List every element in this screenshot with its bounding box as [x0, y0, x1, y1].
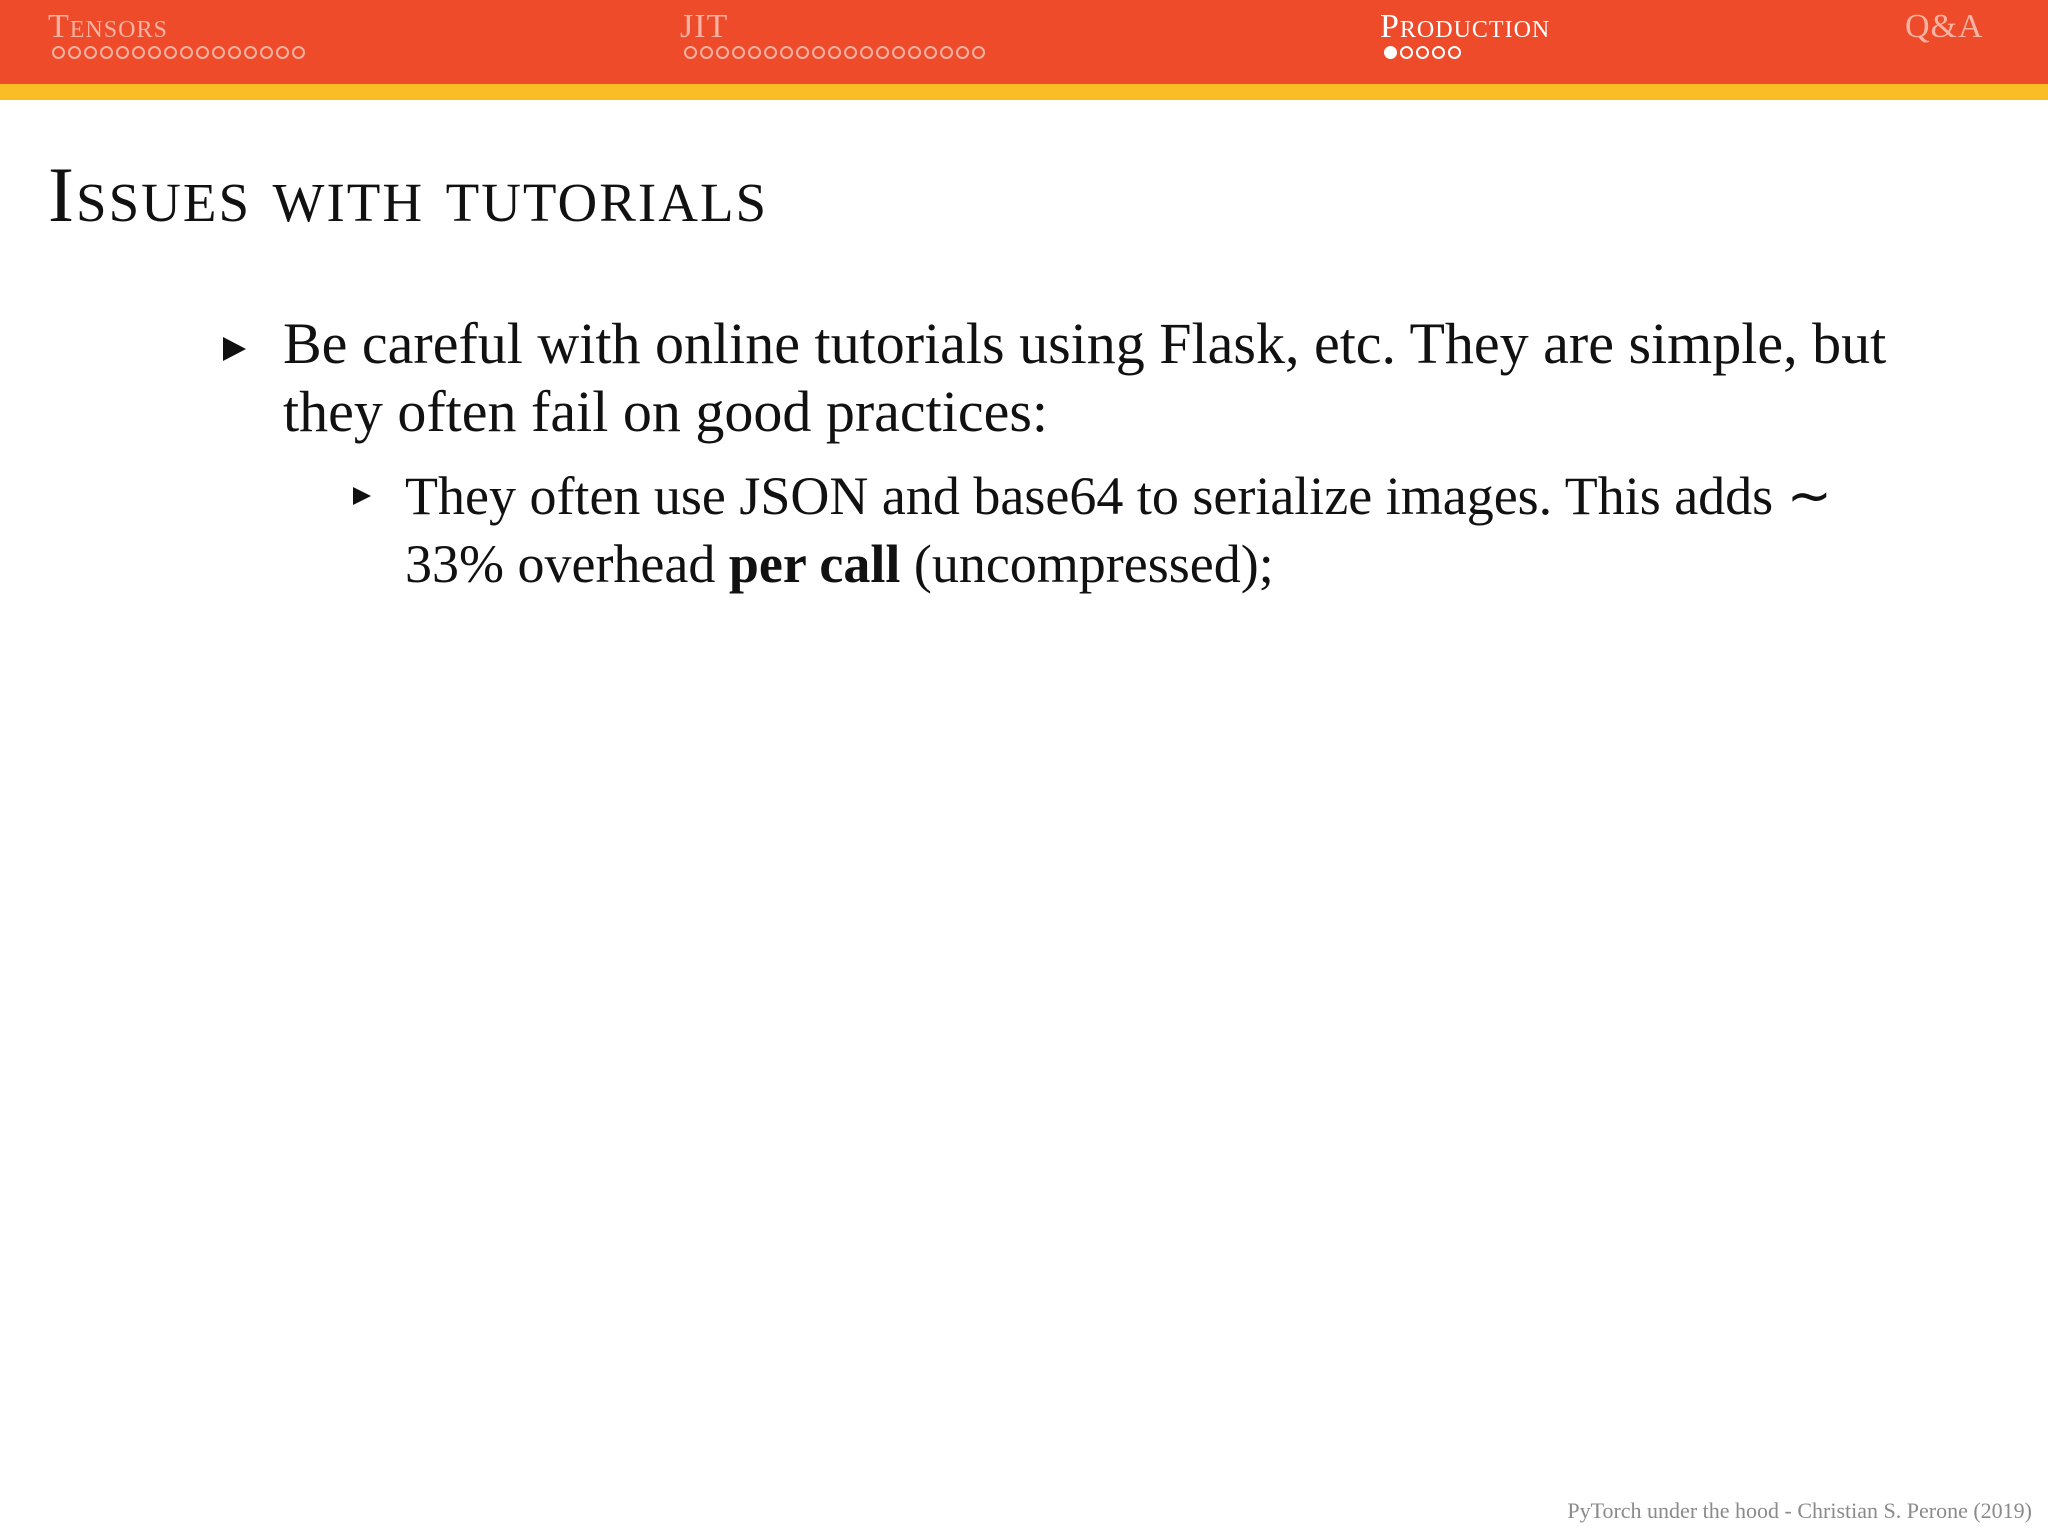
nav-progress-dot[interactable] — [812, 46, 825, 59]
sub-bullet-text — [405, 462, 1905, 598]
nav-progress-dot[interactable] — [924, 46, 937, 59]
nav-progress-dot[interactable] — [276, 46, 289, 59]
nav-title-tensors[interactable]: Tensors — [48, 8, 168, 45]
nav-progress-dot[interactable] — [1448, 46, 1461, 59]
nav-dots-tensors — [52, 46, 305, 59]
nav-progress-dot[interactable] — [1432, 46, 1445, 59]
nav-progress-dot[interactable] — [196, 46, 209, 59]
nav-title-production[interactable]: Production — [1380, 8, 1551, 45]
nav-progress-dot[interactable] — [780, 46, 793, 59]
nav-progress-dot[interactable] — [212, 46, 225, 59]
nav-progress-dot[interactable] — [956, 46, 969, 59]
nav-progress-dot[interactable] — [700, 46, 713, 59]
nav-progress-dot[interactable] — [828, 46, 841, 59]
nav-progress-dot[interactable] — [260, 46, 273, 59]
nav-progress-dot[interactable] — [844, 46, 857, 59]
nav-progress-dot[interactable] — [940, 46, 953, 59]
header-bar — [0, 0, 2048, 84]
nav-title-qa[interactable]: Q&A — [1905, 8, 1984, 45]
nav-progress-dot[interactable] — [116, 46, 129, 59]
bullet-arrow-icon — [223, 337, 246, 361]
nav-progress-dot[interactable] — [180, 46, 193, 59]
bullet-text: Be careful with online tutorials using Flask, etc. They are simple, but they often fail on good practices: — [283, 311, 1887, 444]
nav-progress-dot[interactable] — [244, 46, 257, 59]
nav-progress-dot[interactable] — [132, 46, 145, 59]
nav-section-production[interactable] — [1380, 10, 1550, 44]
nav-progress-dot[interactable] — [292, 46, 305, 59]
nav-progress-dot[interactable] — [716, 46, 729, 59]
header-stripe — [0, 84, 2048, 100]
slide-title: Issues with tutorials — [48, 151, 769, 238]
nav-progress-dot[interactable] — [52, 46, 65, 59]
nav-progress-dot[interactable] — [764, 46, 777, 59]
nav-progress-dot[interactable] — [1384, 46, 1397, 59]
nav-progress-dot[interactable] — [892, 46, 905, 59]
nav-progress-dot[interactable] — [684, 46, 697, 59]
nav-section-qa[interactable] — [1905, 10, 1984, 44]
nav-progress-dot[interactable] — [1400, 46, 1413, 59]
footer-credit: PyTorch under the hood - Christian S. Perone (2019) — [1567, 1498, 2032, 1523]
nav-progress-dot[interactable] — [748, 46, 761, 59]
nav-progress-dot[interactable] — [732, 46, 745, 59]
sub-bullet-text-before: They often use JSON and base64 to serialize images. This adds ∼ 33% overhead — [405, 466, 1832, 594]
nav-progress-dot[interactable] — [860, 46, 873, 59]
nav-section-tensors[interactable] — [48, 10, 168, 44]
nav-progress-dot[interactable] — [68, 46, 81, 59]
nav-dots-production — [1384, 46, 1461, 59]
nav-progress-dot[interactable] — [84, 46, 97, 59]
sub-bullet-bold: per call — [728, 534, 901, 594]
nav-dots-jit — [684, 46, 985, 59]
nav-progress-dot[interactable] — [148, 46, 161, 59]
sub-bullet-text-after: (uncompressed); — [900, 534, 1274, 594]
nav-progress-dot[interactable] — [228, 46, 241, 59]
sub-bullet-arrow-icon — [353, 487, 371, 505]
nav-progress-dot[interactable] — [876, 46, 889, 59]
nav-progress-dot[interactable] — [100, 46, 113, 59]
nav-progress-dot[interactable] — [796, 46, 809, 59]
nav-section-jit[interactable] — [680, 10, 728, 44]
nav-title-jit[interactable]: JIT — [680, 8, 729, 45]
nav-progress-dot[interactable] — [164, 46, 177, 59]
nav-progress-dot[interactable] — [908, 46, 921, 59]
nav-progress-dot[interactable] — [972, 46, 985, 59]
nav-progress-dot[interactable] — [1416, 46, 1429, 59]
